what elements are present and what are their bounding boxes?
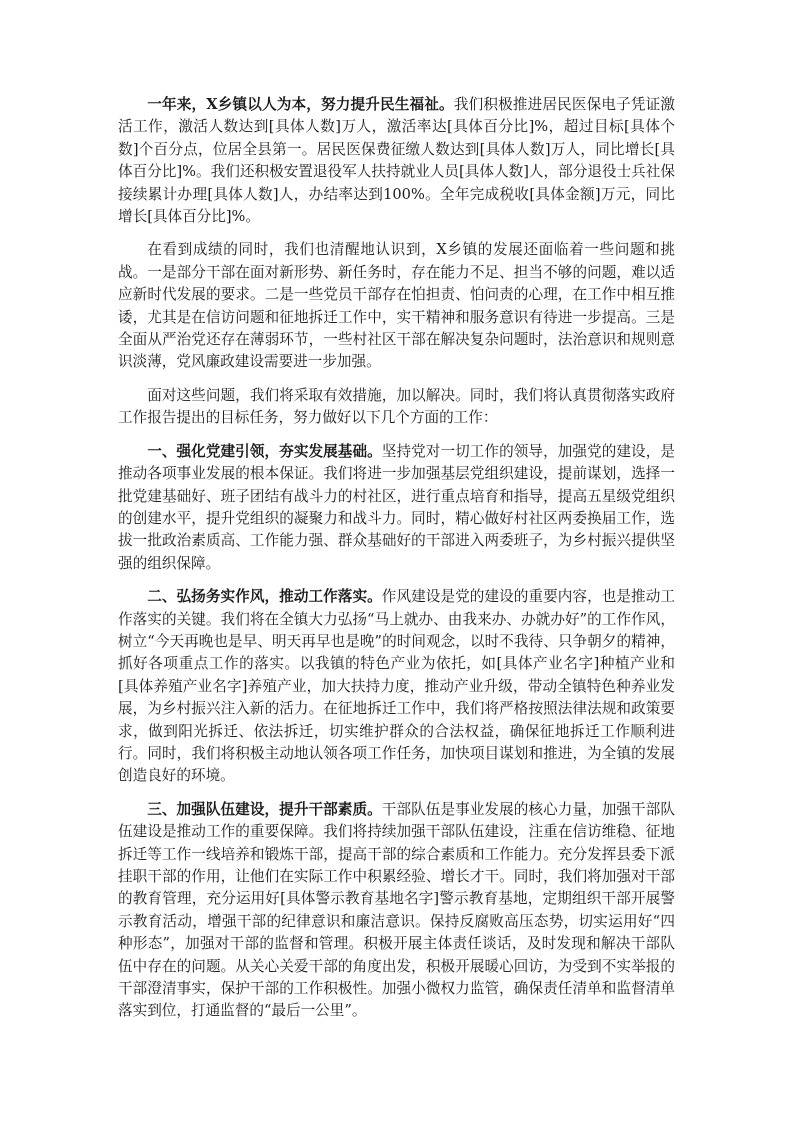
paragraph-heading: 三、加强队伍建设，提升干部素质。 <box>147 800 382 818</box>
paragraph-body: 干部队伍是事业发展的核心力量，加强干部队伍建设是推动工作的重要保障。我们将持续加强干部队伍建设，注重在信访维稳、征地拆迁等工作一线培养和锻炼干部，提高干部的综合素质和工作能力。充分发挥县委下派挂职干部的作用，让他们在实际工作中积累经验、增长才干。同时，我们将加强对干部的教育管理，充分运用好[具体警示教育基地名字]警示教育基地，定期组织干部开展警示教育活动，增强干部的纪律意识和廉洁意识。保持反腐败高压态势，切实运用好“四种形态”，加强对干部的监督和管理。积极开展主体责任谈话，及时发现和解决干部队伍中存在的问题。从关心关爱干部的角度出发，积极开展暖心回访，为受到不实举报的干部澄清事实，保护干部的工作积极性。加强小微权力监管，确保责任清单和监督清单落实到位，打通监督的“最后一公里”。 <box>118 800 675 1020</box>
paragraph-measures-intro <box>118 385 675 430</box>
paragraph-livelihood <box>118 94 675 228</box>
paragraph-body: 面对这些问题，我们将采取有效措施，加以解决。同时，我们将认真贯彻落实政府工作报告提出的目标任务，努力做好以下几个方面的工作： <box>118 386 675 427</box>
paragraph-body: 在看到成绩的同时，我们也清醒地认识到，X乡镇的发展还面临着一些问题和挑战。一是部分干部在面对新形势、新任务时，存在能力不足、担当不够的问题，难以适应新时代发展的要求。二是一些党员干部存在怕担责、怕问责的心理，在工作中相互推诿，尤其是在信访问题和征地拆迁工作中，实干精神和服务意识有待进一步提高。三是全面从严治党还存在薄弱环节，一些村社区干部在解决复杂问题时，法治意识和规则意识淡薄，党风廉政建设需要进一步加强。 <box>118 241 675 371</box>
paragraph-heading: 二、弘扬务实作风，推动工作落实。 <box>147 588 382 606</box>
paragraph-body: 坚持党对一切工作的领导，加强党的建设，是推动各项事业发展的根本保证。我们将进一步加强基层党组织建设，提前谋划，选择一批党建基础好、班子团结有战斗力的村社区，进行重点培育和指导，提高五星级党组织的创建水平，提升党组织的凝聚力和战斗力。同时，精心做好村社区两委换届工作，选拔一批政治素质高、工作能力强、群众基础好的干部进入两委班子，为乡村振兴提供坚强的组织保障。 <box>118 442 675 572</box>
paragraph-heading: 一年来，X乡镇以人为本，努力提升民生福祉。 <box>147 96 454 113</box>
paragraph-body: 作风建设是党的建设的重要内容，也是推动工作落实的关键。我们将在全镇大力弘扬“马上就办、由我来办、办就办好”的工作作风，树立“今天再晚也是早、明天再早也是晚”的时间观念，以时不我待、只争朝夕的精神，抓好各项重点工作的落实。以我镇的特色产业为依托，如[具体产业名字]种植产业和[具体养殖产业名字]养殖产业，加大扶持力度，推动产业升级，带动全镇特色种养业发展，为乡村振兴注入新的活力。在征地拆迁工作中，我们将严格按照法律法规和政策要求，做到阳光拆迁、依法拆迁，切实维护群众的合法权益，确保征地拆迁工作顺利进行。同时，我们将积极主动地认领各项工作任务，加快项目谋划和推进，为全镇的发展创造良好的环境。 <box>118 588 675 785</box>
paragraph-problems <box>118 239 675 373</box>
paragraph-party-building <box>118 441 675 575</box>
paragraph-heading: 一、强化党建引领，夯实发展基础。 <box>147 442 382 460</box>
paragraph-body: 我们积极推进居民医保电子凭证激活工作，激活人数达到[具体人数]万人，激活率达[具体百分比]%，超过目标[具体个数]个百分点，位居全县第一。居民医保费征缴人数达到[具体人数]万人，同比增长[具体百分比]%。我们还积极安置退役军人扶持就业人员[具体人数]人，部分退役士兵社保接续累计办理[具体人数]人，办结率达到100%。全年完成税收[具体金额]万元，同比增长[具体百分比]%。 <box>118 96 675 226</box>
document-page <box>118 94 675 1034</box>
paragraph-team-building <box>118 799 675 1023</box>
paragraph-work-style <box>118 586 675 788</box>
